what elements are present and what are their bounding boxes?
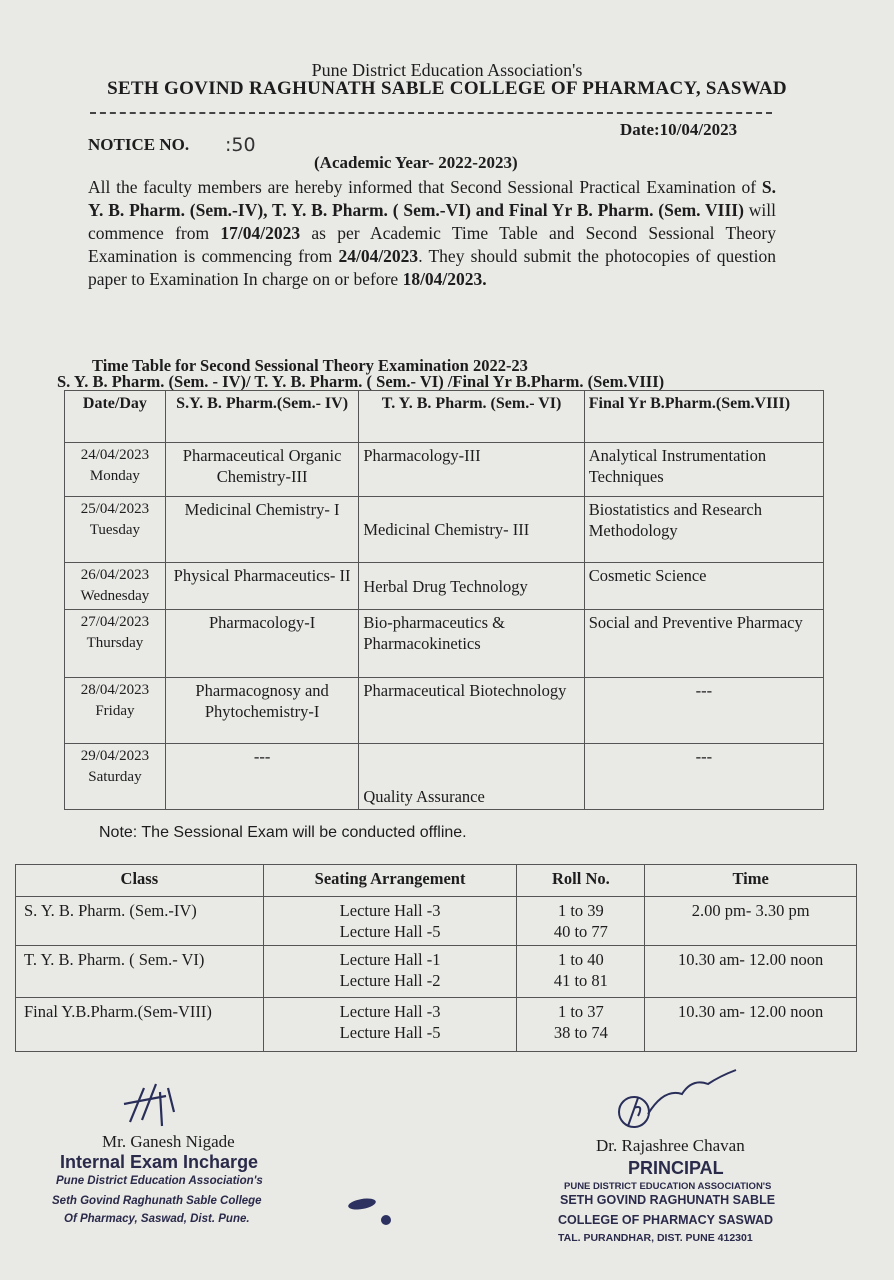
hall: Lecture Hall -3 bbox=[339, 1002, 441, 1021]
exam-day: Tuesday bbox=[89, 522, 141, 538]
timetable-title: Time Table for Second Sessional Theory Examination 2022-23 bbox=[92, 356, 528, 375]
body-part: . They should submit the photocopies of question paper to Examination In charge on or before bbox=[88, 246, 776, 289]
exam-day: Wednesday bbox=[80, 588, 150, 604]
roll-cell bbox=[517, 946, 645, 998]
exam-incharge-title: Internal Exam Incharge bbox=[60, 1152, 259, 1172]
time-cell: 10.30 am- 12.00 noon bbox=[645, 946, 857, 998]
principal-stamp-line: TAL. PURANDHAR, DIST. PUNE 412301 bbox=[558, 1232, 753, 1244]
exam-date: 28/04/2023 bbox=[80, 682, 150, 698]
ink-smudge-icon bbox=[346, 1194, 406, 1230]
hall-cell bbox=[263, 897, 517, 946]
seating-row bbox=[16, 946, 857, 998]
principal-title: PRINCIPAL bbox=[628, 1158, 724, 1178]
roll-range: 41 to 81 bbox=[553, 971, 608, 990]
sy-subject: Physical Pharmaceutics- II bbox=[165, 563, 359, 610]
ty-subject: Herbal Drug Technology bbox=[359, 563, 584, 610]
notice-number: :50 bbox=[225, 134, 256, 156]
seating-row bbox=[16, 897, 857, 946]
incharge-stamp-line: Pune District Education Association's bbox=[56, 1175, 263, 1187]
principal-signature bbox=[612, 1068, 742, 1134]
table-header-row bbox=[65, 391, 824, 443]
principal-stamp-line: COLLEGE OF PHARMACY SASWAD bbox=[558, 1213, 774, 1227]
sy-subject: Pharmaceutical Organic Chemistry-III bbox=[165, 443, 359, 497]
table-row bbox=[65, 497, 824, 563]
class-cell: T. Y. B. Pharm. ( Sem.- VI) bbox=[16, 946, 264, 998]
notice-body bbox=[88, 176, 776, 291]
association-name: Pune District Education Association's bbox=[311, 60, 583, 80]
exam-day: Monday bbox=[89, 468, 140, 484]
header-cell: T. Y. B. Pharm. (Sem.- VI) bbox=[359, 391, 584, 443]
fy-subject: Social and Preventive Pharmacy bbox=[584, 610, 823, 678]
exam-day: Friday bbox=[95, 703, 135, 719]
exam-day: Thursday bbox=[86, 635, 144, 651]
date-cell bbox=[65, 563, 166, 610]
note-label: Note: bbox=[99, 824, 138, 841]
roll-range: 40 to 77 bbox=[553, 922, 608, 941]
ty-subject: Pharmacology-III bbox=[359, 443, 584, 497]
ty-subject: Bio-pharmaceutics & Pharmacokinetics bbox=[359, 610, 584, 678]
exam-date: 26/04/2023 bbox=[80, 567, 150, 583]
ty-subject: Pharmaceutical Biotechnology bbox=[359, 678, 584, 744]
incharge-stamp-line: Of Pharmacy, Saswad, Dist. Pune. bbox=[64, 1213, 250, 1225]
fy-subject: Biostatistics and Research Methodology bbox=[584, 497, 823, 563]
date-cell bbox=[65, 678, 166, 744]
submission-deadline: 18/04/2023. bbox=[402, 269, 487, 289]
date-cell bbox=[65, 443, 166, 497]
roll-cell bbox=[517, 897, 645, 946]
seating-row bbox=[16, 998, 857, 1052]
class-cell: S. Y. B. Pharm. (Sem.-IV) bbox=[16, 897, 264, 946]
notice-label: NOTICE NO. bbox=[88, 135, 190, 154]
header-cell: Date/Day bbox=[65, 391, 166, 443]
ty-subject: Quality Assurance bbox=[359, 744, 584, 810]
time-cell: 10.30 am- 12.00 noon bbox=[645, 998, 857, 1052]
table-row bbox=[65, 678, 824, 744]
college-name: SETH GOVIND RAGHUNATH SABLE COLLEGE OF PHARMACY, SASWAD bbox=[107, 78, 787, 99]
fy-subject: --- bbox=[584, 678, 823, 744]
table-row bbox=[65, 443, 824, 497]
header-cell: S.Y. B. Pharm.(Sem.- IV) bbox=[165, 391, 359, 443]
body-part: as per Academic Time Table and Second Sessional Theory Examination is commencing from bbox=[88, 223, 776, 266]
note-text: The Sessional Exam will be conducted offline. bbox=[141, 824, 467, 841]
notice-date: Date:10/04/2023 bbox=[620, 120, 738, 139]
hall-cell bbox=[263, 998, 517, 1052]
class-cell: Final Y.B.Pharm.(Sem-VIII) bbox=[16, 998, 264, 1052]
hall-cell bbox=[263, 946, 517, 998]
exam-timetable bbox=[64, 390, 824, 810]
roll-range: 38 to 74 bbox=[553, 1023, 608, 1042]
roll-range: 1 to 40 bbox=[557, 950, 604, 969]
body-part: will commence from bbox=[88, 200, 776, 243]
theory-start-date: 24/04/2023 bbox=[338, 246, 419, 266]
roll-range: 1 to 39 bbox=[557, 901, 604, 920]
sy-subject: Pharmacology-I bbox=[165, 610, 359, 678]
hall: Lecture Hall -5 bbox=[339, 922, 441, 941]
principal-stamp-line: PUNE DISTRICT EDUCATION ASSOCIATION'S bbox=[564, 1181, 772, 1192]
sy-subject: Medicinal Chemistry- I bbox=[165, 497, 359, 563]
header-divider bbox=[90, 112, 772, 114]
hall: Lecture Hall -3 bbox=[339, 901, 441, 920]
date-cell bbox=[65, 744, 166, 810]
fy-subject: Cosmetic Science bbox=[584, 563, 823, 610]
incharge-stamp-line: Seth Govind Raghunath Sable College bbox=[52, 1195, 262, 1207]
seating-table bbox=[15, 864, 857, 1052]
exam-incharge-name: Mr. Ganesh Nigade bbox=[102, 1132, 235, 1151]
body-part: All the faculty members are hereby informed that Second Sessional Practical Examination of bbox=[88, 177, 762, 197]
exam-date: 25/04/2023 bbox=[80, 501, 150, 517]
date-cell bbox=[65, 497, 166, 563]
table-row bbox=[65, 744, 824, 810]
fy-subject: Analytical Instrumentation Techniques bbox=[584, 443, 823, 497]
exam-day: Saturday bbox=[88, 769, 142, 785]
header-cell: Time bbox=[645, 865, 857, 897]
fy-subject: --- bbox=[584, 744, 823, 810]
hall: Lecture Hall -1 bbox=[339, 950, 441, 969]
academic-year: (Academic Year- 2022-2023) bbox=[314, 153, 518, 172]
body-classes: S. Y. B. Pharm. (Sem.-IV), T. Y. B. Pharm. ( Sem.-VI) and Final Yr B. Pharm. (Sem. VIII) bbox=[88, 177, 776, 220]
date-cell bbox=[65, 610, 166, 678]
sy-subject: Pharmacognosy and Phytochemistry-I bbox=[165, 678, 359, 744]
principal-name: Dr. Rajashree Chavan bbox=[596, 1136, 745, 1155]
sy-subject: --- bbox=[165, 744, 359, 810]
table-row bbox=[65, 610, 824, 678]
roll-cell bbox=[517, 998, 645, 1052]
hall: Lecture Hall -5 bbox=[339, 1023, 441, 1042]
header-cell: Final Yr B.Pharm.(Sem.VIII) bbox=[584, 391, 823, 443]
hall: Lecture Hall -2 bbox=[339, 971, 441, 990]
table-row bbox=[65, 563, 824, 610]
header-cell: Roll No. bbox=[517, 865, 645, 897]
header-cell: Class bbox=[16, 865, 264, 897]
principal-stamp-line: SETH GOVIND RAGHUNATH SABLE bbox=[560, 1193, 776, 1207]
exam-date: 29/04/2023 bbox=[80, 748, 150, 764]
exam-incharge-signature bbox=[122, 1082, 182, 1130]
header-cell: Seating Arrangement bbox=[263, 865, 517, 897]
exam-note bbox=[99, 824, 467, 842]
practical-start-date: 17/04/2023 bbox=[220, 223, 301, 243]
timetable-subtitle: S. Y. B. Pharm. (Sem. - IV)/ T. Y. B. Pharm. ( Sem.- VI) /Final Yr B.Pharm. (Sem.VIII) bbox=[57, 372, 665, 391]
ty-subject: Medicinal Chemistry- III bbox=[359, 497, 584, 563]
time-cell: 2.00 pm- 3.30 pm bbox=[645, 897, 857, 946]
roll-range: 1 to 37 bbox=[557, 1002, 604, 1021]
exam-date: 24/04/2023 bbox=[80, 447, 150, 463]
exam-date: 27/04/2023 bbox=[80, 614, 150, 630]
seating-header-row bbox=[16, 865, 857, 897]
